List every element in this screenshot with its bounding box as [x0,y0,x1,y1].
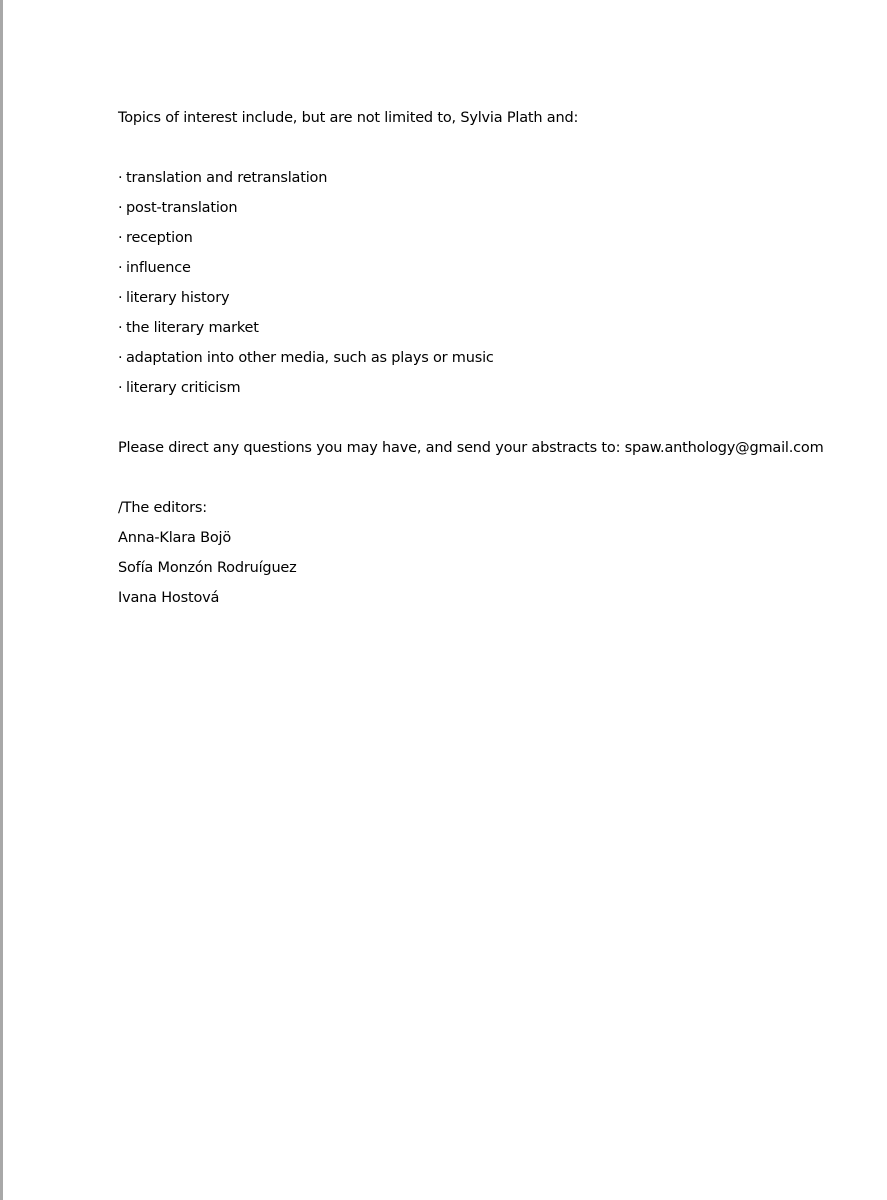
topics-list [118,163,838,403]
list-item: ·the literary market [118,313,838,343]
list-item: ·influence [118,253,838,283]
list-item: ·translation and retranslation [118,163,838,193]
bullet-icon [118,350,126,366]
bullet-icon [118,320,126,336]
editors-heading: /The editors: [118,500,207,516]
list-item: ·adaptation into other media, such as plays or music [118,343,838,373]
list-item: ·post-translation [118,193,838,223]
bullet-icon [118,260,126,276]
bullet-icon [118,170,126,186]
contact-text: Please direct any questions you may have, and send your abstracts to: spaw.anthology@gmail.com [118,440,824,456]
editor-name: Sofía Monzón Rodruíguez [118,560,297,576]
document-body [118,103,838,613]
editors-list [118,523,838,613]
bullet-icon [118,290,126,306]
editor-name: Ivana Hostová [118,590,220,606]
intro-text: Topics of interest include, but are not limited to, Sylvia Plath and: [118,110,579,126]
spacer [118,463,838,493]
editor-name: Anna-Klara Bojö [118,530,232,546]
spacer [118,403,838,433]
list-item: ·literary criticism [118,373,838,403]
spacer [118,133,838,163]
bullet-icon [118,380,126,396]
bullet-icon [118,200,126,216]
list-item: ·reception [118,223,838,253]
page-edge [0,0,3,1200]
list-item: ·literary history [118,283,838,313]
bullet-icon [118,230,126,246]
